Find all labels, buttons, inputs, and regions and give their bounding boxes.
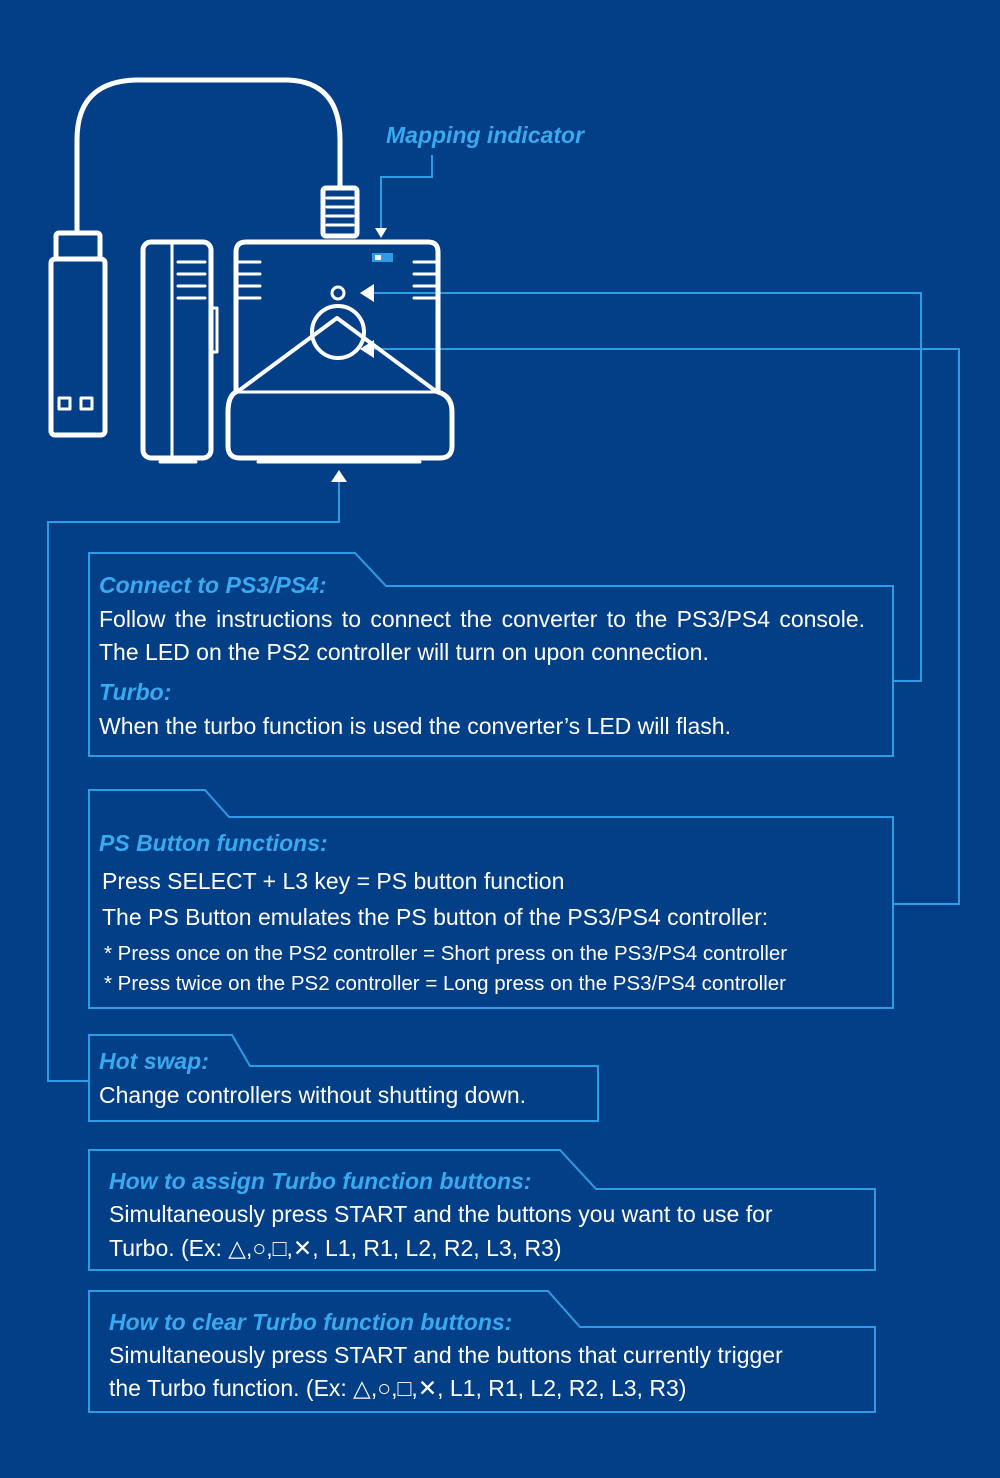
usb-plug-housing: [56, 233, 100, 259]
ps-button-heading: PS Button functions:: [99, 830, 328, 856]
arrow-hotswap: [331, 470, 347, 482]
hot-swap-heading: Hot swap:: [99, 1048, 209, 1074]
ps-button-bullet-2: * Press twice on the PS2 controller = Long press on the PS3/PS4 controller: [104, 972, 786, 995]
turbo-text: When the turbo function is used the converter’s LED will flash.: [99, 713, 731, 739]
arrow-mapping: [375, 228, 387, 238]
mapping-indicator-label: Mapping indicator: [386, 122, 585, 148]
connect-heading: Connect to PS3/PS4:: [99, 572, 327, 598]
connect-text: Follow the instructions to connect the converter to the PS3/PS4 console. The LED on the PS2 controller will turn on upon connection.: [99, 606, 865, 665]
connector-mapping: [381, 155, 432, 228]
assign-turbo-heading: How to assign Turbo function buttons:: [109, 1168, 532, 1194]
turbo-heading: Turbo:: [99, 679, 172, 705]
switch-label-wheel: WHEEL: [396, 255, 415, 261]
switch-label-gamepad: GAMEPAD: [345, 255, 371, 261]
hot-swap-text: Change controllers without shutting down.: [99, 1082, 527, 1108]
usb-cable: [77, 80, 340, 233]
mode-switch-knob: [375, 255, 381, 260]
ps-button-line-1: Press SELECT + L3 key = PS button function: [102, 868, 565, 894]
assign-turbo-line-1: Simultaneously press START and the buttons you want to use for: [109, 1201, 773, 1227]
strain-relief: [323, 188, 357, 236]
clear-turbo-line-2: the Turbo function. (Ex: △,○,□,✕, L1, R1, L2, R2, L3, R3): [109, 1375, 687, 1401]
ps-button-line-2: The PS Button emulates the PS button of the PS3/PS4 controller:: [102, 904, 769, 930]
triangle-marking: [237, 318, 437, 392]
arrow-led: [360, 284, 374, 302]
assign-turbo-line-2: Turbo. (Ex: △,○,□,✕, L1, R1, L2, R2, L3, R3): [109, 1235, 562, 1261]
led-indicator: [332, 287, 344, 299]
clear-turbo-line-1: Simultaneously press START and the buttons that currently trigger: [109, 1342, 783, 1368]
ps-button-bullet-1: * Press once on the PS2 controller = Short press on the PS3/PS4 controller: [104, 942, 788, 965]
clear-turbo-heading: How to clear Turbo function buttons:: [109, 1309, 513, 1335]
